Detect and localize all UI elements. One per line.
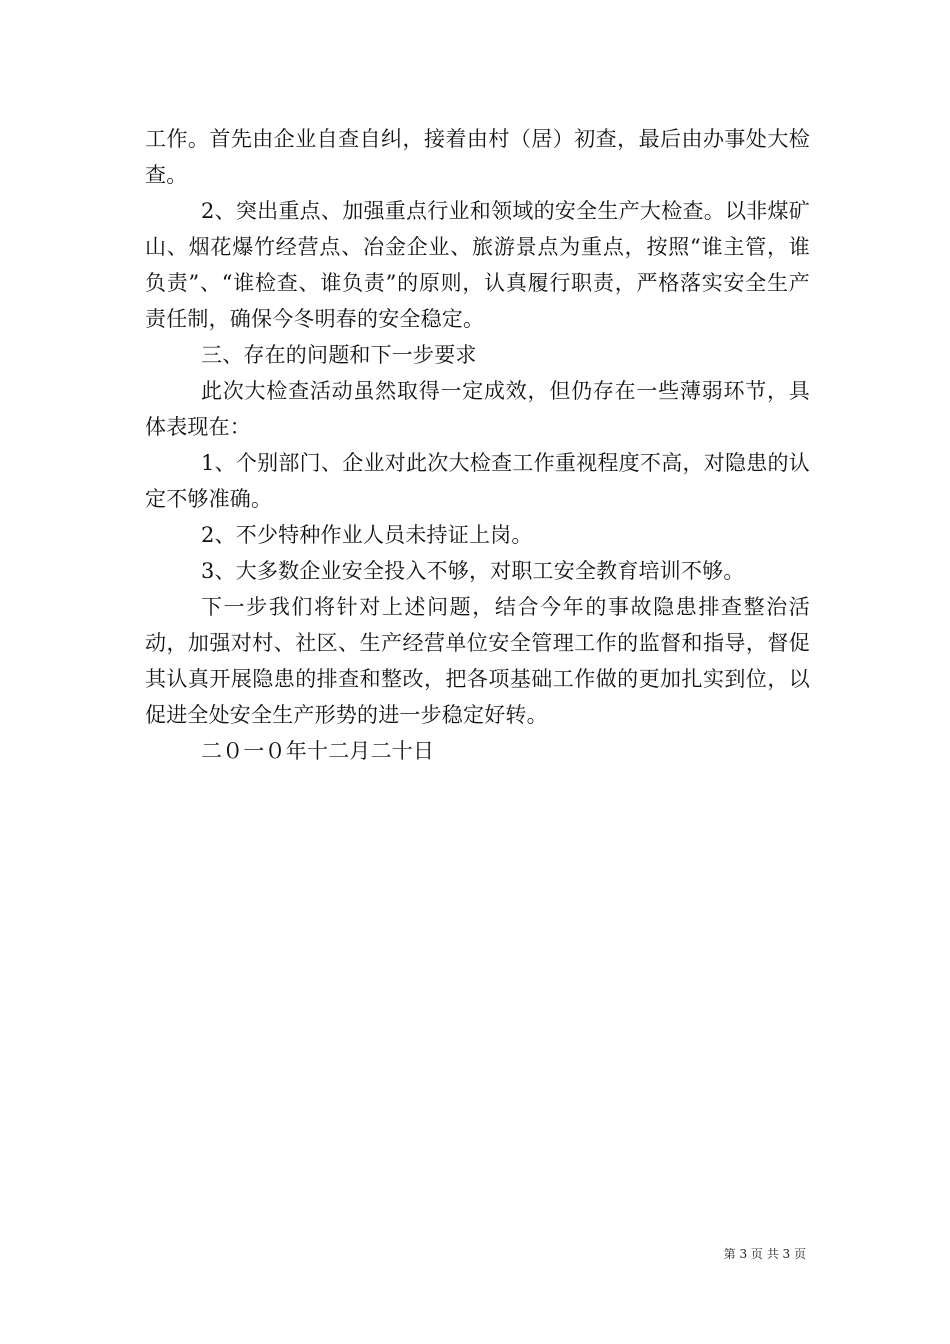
document-body [145,121,810,769]
paragraph-weaknesses-intro: 此次大检查活动虽然取得一定成效，但仍存在一些薄弱环节，具体表现在： [145,379,810,439]
list-item-problem-1: 1、个别部门、企业对此次大检查工作重视程度不高，对隐患的认定不够准确。 [145,451,810,511]
section-heading-problems: 三、存在的问题和下一步要求 [201,343,477,367]
document-date: 二０一０年十二月二十日 [201,739,435,763]
list-item-problem-3: 3、大多数企业安全投入不够，对职工安全教育培训不够。 [201,559,745,583]
paragraph-next-steps: 下一步我们将针对上述问题，结合今年的事故隐患排查整治活动，加强对村、社区、生产经营单位安全管理工作的监督和指导，督促其认真开展隐患的排查和整改，把各项基础工作做的更加扎实到位，以促进全处安全生产形势的进一步稳定好转。 [145,595,810,727]
page-number-footer: 第 3 页 共 3 页 [723,1247,806,1261]
list-item-problem-2: 2、不少特种作业人员未持证上岗。 [201,523,533,547]
paragraph-key-inspection: 2、突出重点、加强重点行业和领域的安全生产大检查。以非煤矿山、烟花爆竹经营点、冶金企业、旅游景点为重点，按照“谁主管，谁负责”、“谁检查、谁负责”的原则，认真履行职责，严格落实安全生产责任制，确保今冬明春的安全稳定。 [145,199,810,331]
paragraph-continuation: 工作。首先由企业自查自纠，接着由村（居）初查，最后由办事处大检查。 [145,127,810,187]
